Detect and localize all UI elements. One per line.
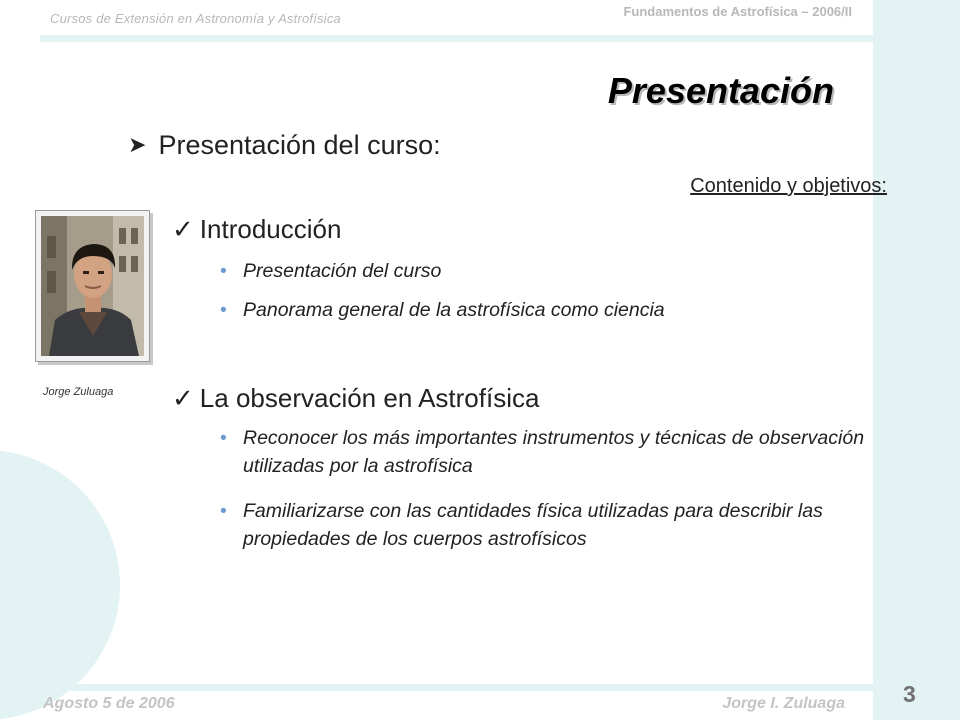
footer-rule — [40, 684, 873, 691]
person-photo-icon — [41, 216, 144, 356]
right-decor-band — [873, 0, 960, 720]
list-item — [220, 497, 900, 553]
list-item-text: Reconocer los más importantes instrumentos y técnicas de observación utilizadas por la astrofísica — [243, 427, 865, 477]
bullet-dot-icon: • — [220, 427, 227, 449]
bullet-dot-icon: • — [220, 500, 227, 522]
list-item — [220, 296, 900, 324]
list-item-text: Familiarizarse con las cantidades física utilizadas para describir las propiedades de los cuerpos astrofísicos — [243, 500, 823, 550]
topic-heading-label: La observación en Astrofísica — [199, 383, 540, 413]
bullet-dot-icon: • — [220, 260, 227, 282]
topic-heading-label: Introducción — [199, 214, 342, 244]
speaker-photo-frame — [35, 210, 150, 362]
list-item-text: Panorama general de la astrofísica como ciencia — [243, 299, 665, 321]
bullet-dot-icon: • — [220, 299, 227, 321]
page-number: 3 — [903, 681, 916, 707]
topic-heading — [172, 214, 341, 245]
checkmark-icon: ✓ — [172, 214, 194, 244]
topic-heading — [172, 383, 539, 414]
contents-subheading: Contenido y objetivos: — [690, 175, 887, 197]
left-decor-circle — [0, 450, 120, 720]
checkmark-icon: ✓ — [172, 383, 194, 413]
list-item-text: Presentación del curso — [243, 260, 442, 282]
speaker-photo — [41, 216, 144, 356]
list-item — [220, 257, 900, 285]
list-item — [220, 424, 900, 480]
section-heading — [128, 130, 441, 161]
slide-title: Presentación — [607, 70, 834, 111]
footer-author: Jorge I. Zuluaga — [722, 695, 845, 712]
course-series-header: Cursos de Extensión en Astronomía y Astrofísica — [50, 11, 341, 26]
arrow-bullet-icon: ➤ — [128, 132, 147, 157]
photo-caption: Jorge Zuluaga — [43, 386, 114, 398]
section-heading-label: Presentación del curso: — [158, 130, 441, 160]
header-rule — [40, 35, 873, 42]
footer-date: Agosto 5 de 2006 — [43, 695, 175, 712]
course-name-header: Fundamentos de Astrofísica – 2006/II — [623, 4, 852, 19]
